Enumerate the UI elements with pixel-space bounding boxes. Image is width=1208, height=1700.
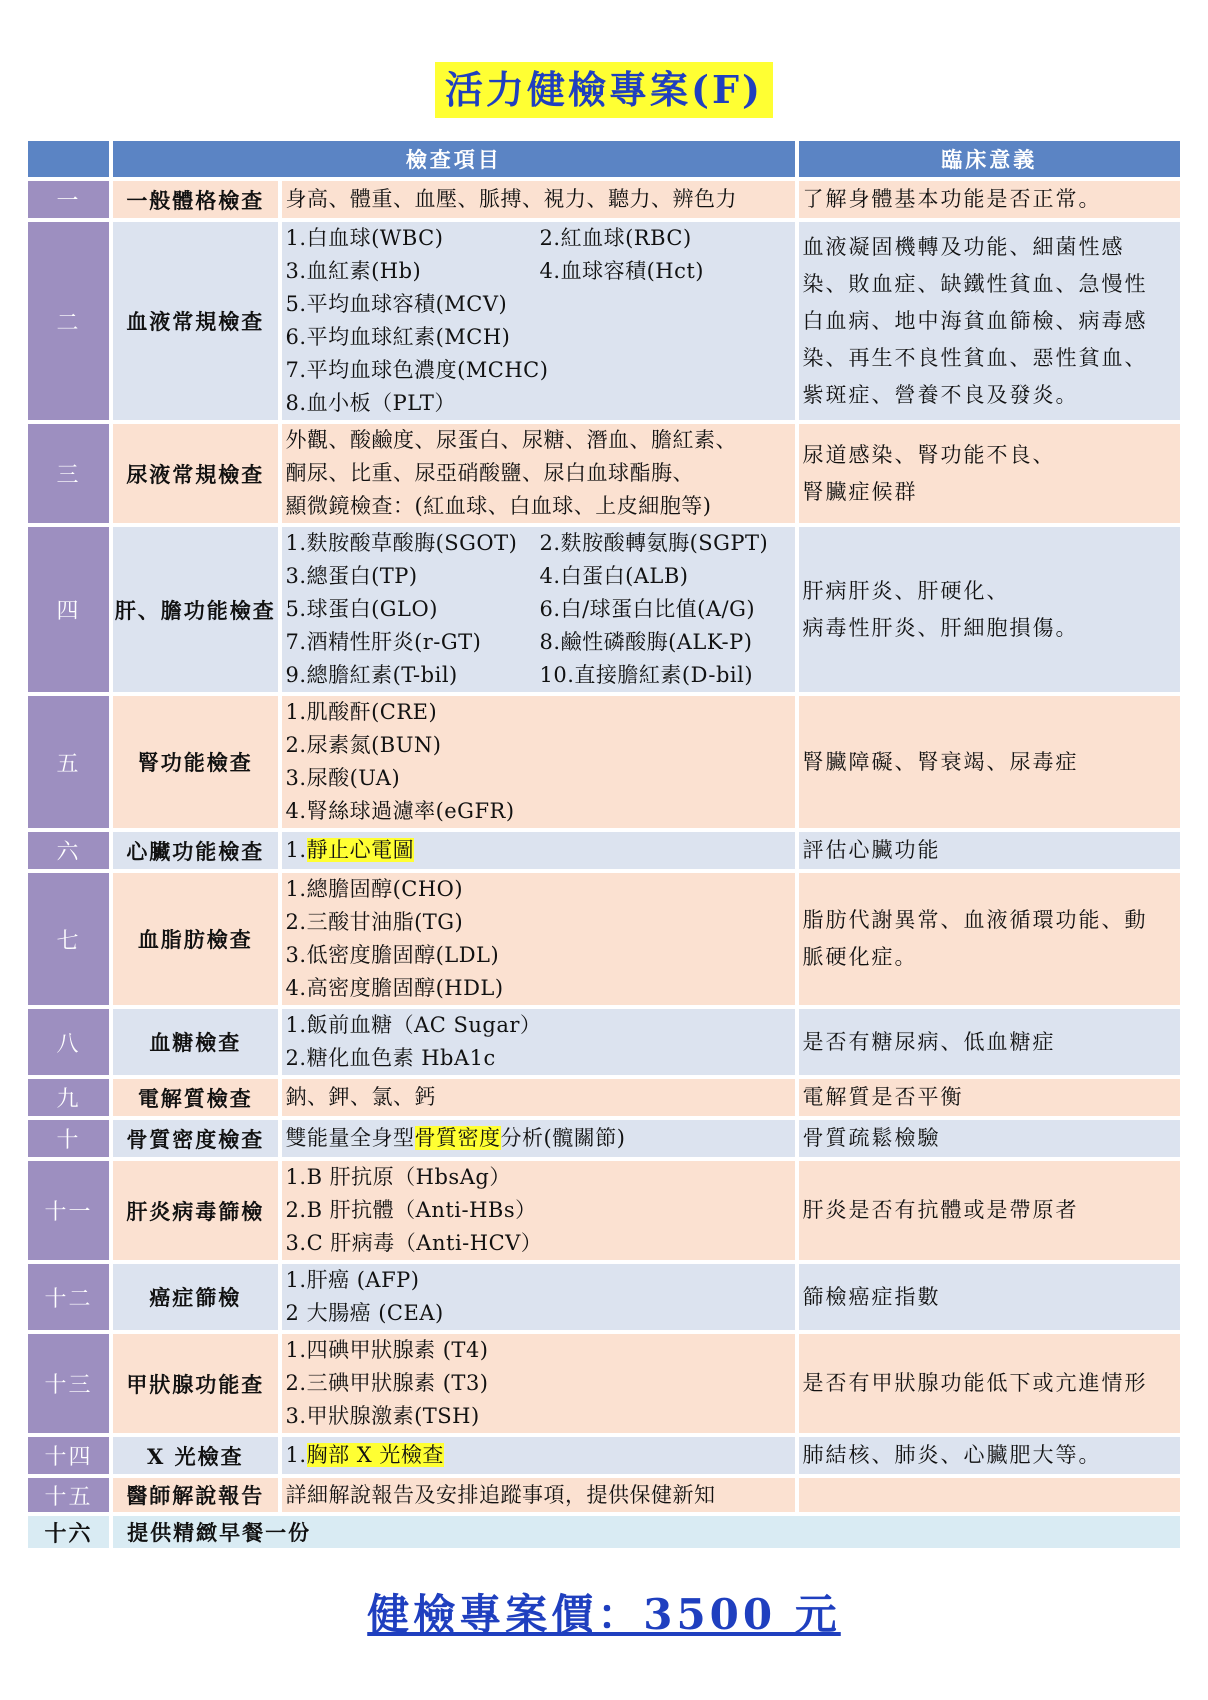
clinical-meaning xyxy=(799,1161,1180,1260)
item-line: 4.高密度膽固醇(HDL) xyxy=(285,976,504,1000)
exam-items xyxy=(282,1334,795,1433)
row-number: 十五 xyxy=(28,1478,109,1512)
item-line: 2 大腸癌 (CEA) xyxy=(285,1301,444,1325)
exam-name: 電解質檢查 xyxy=(113,1079,277,1116)
item-line: 1.肝癌 (AFP) xyxy=(285,1268,420,1292)
row-number: 十三 xyxy=(28,1334,109,1433)
meaning-line: 評估心臟功能 xyxy=(802,838,941,862)
meaning-line: 骨質疏鬆檢驗 xyxy=(802,1126,941,1150)
row-number: 四 xyxy=(28,527,109,692)
item-line: 3.尿酸(UA) xyxy=(285,766,401,790)
exam-items xyxy=(282,1079,795,1116)
clinical-meaning xyxy=(799,1437,1180,1474)
item-line: 3.甲狀腺激素(TSH) xyxy=(285,1404,480,1428)
table-row xyxy=(28,696,1180,828)
row-number: 一 xyxy=(28,181,109,218)
row-number: 九 xyxy=(28,1079,109,1116)
exam-name: 血糖檢查 xyxy=(113,1009,277,1075)
meaning-line: 白血病、地中海貧血篩檢、病毒感 xyxy=(802,308,1148,333)
meaning-line: 是否有糖尿病、低血糖症 xyxy=(802,1029,1056,1054)
item-line: 4.腎絲球過濾率(eGFR) xyxy=(285,799,515,823)
exam-items xyxy=(282,1009,795,1075)
item-line: 2.三酸甘油脂(TG) xyxy=(285,910,464,934)
item-line: 3.低密度膽固醇(LDL) xyxy=(285,943,500,967)
exam-name: 血脂肪檢查 xyxy=(113,873,277,1005)
exam-items xyxy=(282,222,795,420)
row-number: 二 xyxy=(28,222,109,420)
meaning-line: 脈硬化症。 xyxy=(802,945,918,969)
clinical-meaning xyxy=(799,832,1180,869)
table-row xyxy=(28,1437,1180,1474)
item-line: 2.麩胺酸轉氨脢(SGPT) xyxy=(539,531,769,555)
meaning-line: 血液凝固機轉及功能、細菌性感 xyxy=(802,234,1125,259)
exam-items xyxy=(282,832,795,869)
item-line: 外觀、酸鹼度、尿蛋白、尿糖、潛血、膽紅素、 xyxy=(285,428,738,452)
row-number: 六 xyxy=(28,832,109,869)
item-line: 5.球蛋白(GLO) xyxy=(285,597,438,621)
exam-name: 肝、膽功能檢查 xyxy=(113,527,277,692)
exam-items xyxy=(282,527,795,692)
meaning-line: 篩檢癌症指數 xyxy=(802,1284,941,1309)
row-number: 七 xyxy=(28,873,109,1005)
item-line: 3.血紅素(Hb) xyxy=(285,259,422,283)
item-line: 6.白/球蛋白比值(A/G) xyxy=(539,597,756,621)
item-line: 1.四碘甲狀腺素 (T4) xyxy=(285,1338,489,1362)
item-line: 2.糖化血色素 HbA1c xyxy=(285,1046,496,1070)
header-meaning: 臨床意義 xyxy=(799,141,1180,177)
exam-items xyxy=(282,1437,795,1474)
exam-items xyxy=(282,1161,795,1260)
item-pair xyxy=(286,560,791,593)
exam-name: 血液常規檢查 xyxy=(113,222,277,420)
item-line: 1.總膽固醇(CHO) xyxy=(285,877,464,901)
item-line: 2.紅血球(RBC) xyxy=(539,226,692,250)
page-title: 活力健檢專案(F) xyxy=(435,62,773,118)
exam-name: 提供精緻早餐一份 xyxy=(113,1516,1180,1548)
highlighted-item: 骨質密度 xyxy=(414,1126,501,1150)
exam-items xyxy=(282,1120,795,1157)
table-row xyxy=(28,1120,1180,1157)
item-line: 3.C 肝病毒（Anti-HCV） xyxy=(285,1231,543,1255)
item-pair xyxy=(286,659,791,692)
table-row xyxy=(28,222,1180,420)
item-line xyxy=(286,834,791,867)
meaning-line: 腎臟障礙、腎衰竭、尿毒症 xyxy=(802,749,1079,774)
exam-name: 癌症篩檢 xyxy=(113,1264,277,1330)
item-line: 1.白血球(WBC) xyxy=(285,226,444,250)
item-pair xyxy=(286,527,791,560)
highlighted-item: 胸部 X 光檢查 xyxy=(306,1443,444,1467)
item-pair xyxy=(286,222,791,255)
item-pair xyxy=(286,626,791,659)
table-row xyxy=(28,527,1180,692)
item-line: 身高、體重、血壓、脈搏、視力、聽力、辨色力 xyxy=(285,187,738,211)
meaning-line: 脂肪代謝異常、血液循環功能、動 xyxy=(802,908,1148,932)
table-row xyxy=(28,1079,1180,1116)
exam-name: 一般體格檢查 xyxy=(113,181,277,218)
row-number: 十 xyxy=(28,1120,109,1157)
item-line: 2.B 肝抗體（Anti-HBs） xyxy=(285,1198,537,1222)
table-header xyxy=(28,141,1180,177)
meaning-line: 肝病肝炎、肝硬化、 xyxy=(802,578,1010,603)
item-line: 7.平均血球色濃度(MCHC) xyxy=(285,358,549,382)
row-number: 十四 xyxy=(28,1437,109,1474)
exam-items xyxy=(282,1264,795,1330)
clinical-meaning xyxy=(799,1079,1180,1116)
item-line: 8.鹼性磷酸脢(ALK-P) xyxy=(539,630,753,654)
exam-name: 心臟功能檢查 xyxy=(113,832,277,869)
item-line: 1.B 肝抗原（HbsAg） xyxy=(285,1165,511,1189)
item-text: 1. xyxy=(285,1443,307,1467)
meaning-line: 紫斑症、營養不良及發炎。 xyxy=(802,382,1079,407)
item-line: 1.飯前血糖（AC Sugar） xyxy=(285,1013,542,1037)
table-row xyxy=(28,1161,1180,1260)
row-number: 五 xyxy=(28,696,109,828)
table-row xyxy=(28,873,1180,1005)
clinical-meaning xyxy=(799,1264,1180,1330)
table-row xyxy=(28,1264,1180,1330)
clinical-meaning xyxy=(799,696,1180,828)
header-num xyxy=(28,141,109,177)
meaning-line: 了解身體基本功能是否正常。 xyxy=(802,187,1102,211)
clinical-meaning xyxy=(799,222,1180,420)
exam-items xyxy=(282,696,795,828)
package-price: 健檢專案價：3500 元 xyxy=(367,1590,841,1639)
exam-name: X 光檢查 xyxy=(113,1437,277,1474)
highlighted-item: 靜止心電圖 xyxy=(306,838,415,862)
table-row xyxy=(28,424,1180,523)
meaning-line: 電解質是否平衡 xyxy=(802,1085,964,1109)
item-line: 詳細解說報告及安排追蹤事項，提供保健新知 xyxy=(285,1482,716,1507)
item-line: 鈉、鉀、氯、鈣 xyxy=(285,1085,437,1109)
item-text: 1. xyxy=(285,838,307,862)
exam-items xyxy=(282,873,795,1005)
exam-items xyxy=(282,181,795,218)
table-row xyxy=(28,1516,1180,1548)
item-line: 7.酒精性肝炎(r-GT) xyxy=(285,630,482,654)
item-line: 酮尿、比重、尿亞硝酸鹽、尿白血球酯脢、 xyxy=(285,461,695,485)
item-line: 1.麩胺酸草酸脢(SGOT) xyxy=(285,531,518,555)
item-line: 1.肌酸酐(CRE) xyxy=(285,700,438,724)
header-items: 檢查項目 xyxy=(113,141,794,177)
exam-name: 骨質密度檢查 xyxy=(113,1120,277,1157)
item-line: 6.平均血球紅素(MCH) xyxy=(285,325,511,349)
clinical-meaning xyxy=(799,181,1180,218)
checkup-table xyxy=(24,137,1184,1552)
item-line: 4.血球容積(Hct) xyxy=(539,259,704,283)
clinical-meaning xyxy=(799,1334,1180,1433)
meaning-line: 腎臟症候群 xyxy=(802,479,918,504)
row-number: 八 xyxy=(28,1009,109,1075)
meaning-line: 病毒性肝炎、肝細胞損傷。 xyxy=(802,615,1079,640)
table-row xyxy=(28,1478,1180,1512)
exam-name: 甲狀腺功能查 xyxy=(113,1334,277,1433)
item-line xyxy=(286,1439,791,1472)
item-line: 5.平均血球容積(MCV) xyxy=(285,292,508,316)
item-pair xyxy=(286,255,791,288)
item-line: 3.總蛋白(TP) xyxy=(285,564,418,588)
clinical-meaning xyxy=(799,873,1180,1005)
item-line: 4.白蛋白(ALB) xyxy=(539,564,689,588)
exam-name: 醫師解說報告 xyxy=(113,1478,277,1512)
meaning-line: 肺結核、肺炎、心臟肥大等。 xyxy=(802,1443,1102,1467)
item-line: 顯微鏡檢查：(紅血球、白血球、上皮細胞等) xyxy=(285,494,712,518)
item-line xyxy=(286,1122,791,1155)
item-line: 8.血小板（PLT） xyxy=(285,391,456,415)
item-line: 9.總膽紅素(T-bil) xyxy=(285,663,458,687)
clinical-meaning xyxy=(799,424,1180,523)
item-pair xyxy=(286,593,791,626)
clinical-meaning xyxy=(799,1478,1180,1512)
table-row xyxy=(28,832,1180,869)
row-number: 十二 xyxy=(28,1264,109,1330)
item-line: 10.直接膽紅素(D-bil) xyxy=(539,663,754,687)
meaning-line: 尿道感染、腎功能不良、 xyxy=(802,442,1056,467)
item-text: 雙能量全身型 xyxy=(285,1126,415,1150)
clinical-meaning xyxy=(799,1009,1180,1075)
exam-name: 腎功能檢查 xyxy=(113,696,277,828)
meaning-line: 染、再生不良性貧血、惡性貧血、 xyxy=(802,345,1148,370)
row-number: 三 xyxy=(28,424,109,523)
table-row xyxy=(28,1334,1180,1433)
table-row xyxy=(28,1009,1180,1075)
exam-name: 尿液常規檢查 xyxy=(113,424,277,523)
row-number: 十一 xyxy=(28,1161,109,1260)
item-line: 2.三碘甲狀腺素 (T3) xyxy=(285,1371,489,1395)
item-text: 分析(髖關節) xyxy=(500,1126,626,1150)
row-number: 十六 xyxy=(28,1516,109,1548)
meaning-line: 是否有甲狀腺功能低下或亢進情形 xyxy=(802,1371,1148,1395)
item-line: 2.尿素氮(BUN) xyxy=(285,733,442,757)
exam-name: 肝炎病毒篩檢 xyxy=(113,1161,277,1260)
clinical-meaning xyxy=(799,1120,1180,1157)
meaning-line: 肝炎是否有抗體或是帶原者 xyxy=(802,1198,1079,1222)
exam-items xyxy=(282,424,795,523)
clinical-meaning xyxy=(799,527,1180,692)
meaning-line: 染、敗血症、缺鐵性貧血、急慢性 xyxy=(802,271,1148,296)
exam-items xyxy=(282,1478,795,1512)
table-row xyxy=(28,181,1180,218)
